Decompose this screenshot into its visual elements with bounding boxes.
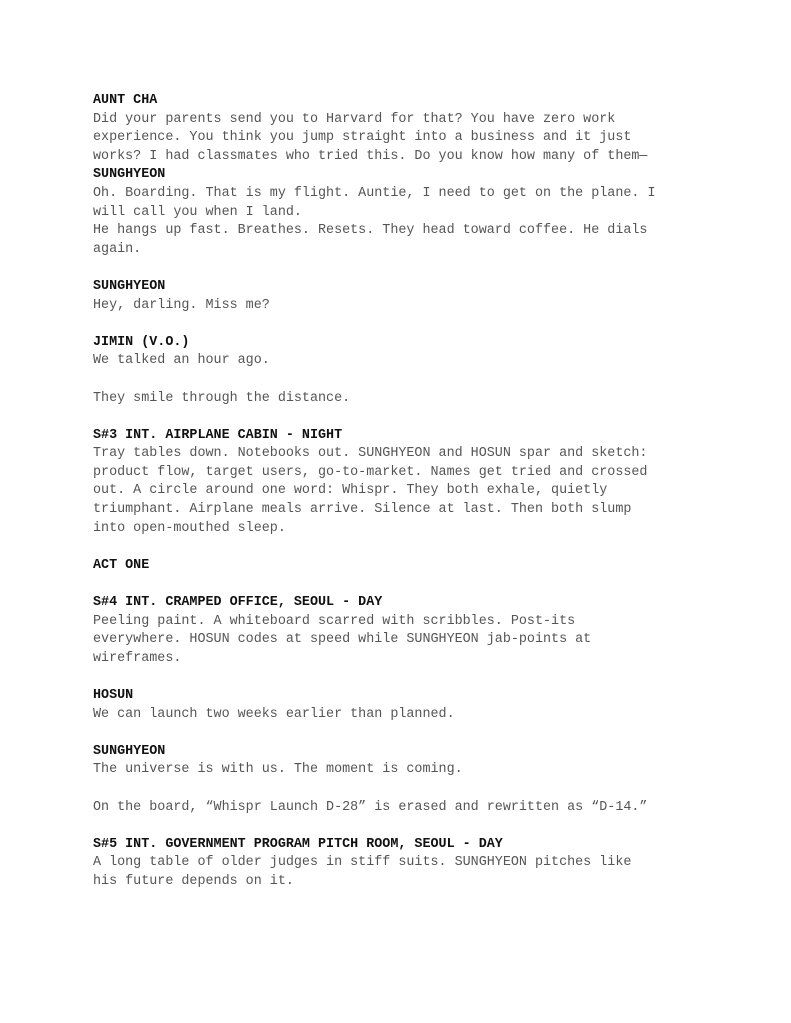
- action-text: [93, 854, 733, 891]
- blank-line: [93, 575, 733, 594]
- scene-heading-line: S#4 INT. CRAMPED OFFICE, SEOUL - DAY: [93, 595, 383, 611]
- blank-line: [93, 668, 733, 687]
- action-text-line: Tray tables down. Notebooks out. SUNGHYEON and HOSUN spar and sketch:: [93, 446, 648, 462]
- blank-line: [93, 259, 733, 278]
- character-cue-line: SUNGHYEON: [93, 278, 166, 294]
- action-text-line: out. A circle around one word: Whispr. They both exhale, quietly: [93, 483, 608, 499]
- action-text-line: product flow, target users, go-to-market. Names get tried and crossed: [93, 464, 648, 480]
- character-cue-line: AUNT CHA: [93, 93, 158, 108]
- dialogue-text-line: works? I had classmates who tried this. Do you know how many of them—: [93, 148, 648, 164]
- dialogue-text: [93, 185, 733, 222]
- action-text-line: Peeling paint. A whiteboard scarred with scribbles. Post-its: [93, 613, 576, 629]
- character-cue-line: SUNGHYEON: [93, 743, 166, 759]
- dialogue-text-line: Oh. Boarding. That is my flight. Auntie, I need to get on the plane. I: [93, 185, 656, 201]
- blank-line: [93, 538, 733, 557]
- scene-heading: [93, 836, 733, 855]
- scene-heading: [93, 427, 733, 446]
- act-heading-line: ACT ONE: [93, 557, 150, 573]
- dialogue-text-line: Did your parents send you to Harvard for that? You have zero work: [93, 111, 616, 127]
- character-cue: [93, 278, 733, 297]
- action-text: [93, 390, 733, 409]
- action-text: [93, 222, 733, 259]
- character-cue: [93, 334, 733, 353]
- character-cue-line: JIMIN (V.O.): [93, 334, 190, 350]
- dialogue-text: [93, 297, 733, 316]
- character-cue-line: HOSUN: [93, 688, 134, 703]
- character-cue: [93, 687, 733, 706]
- character-cue: [93, 743, 733, 762]
- screenplay-body: [93, 92, 733, 892]
- blank-line: [93, 371, 733, 390]
- blank-line: [93, 408, 733, 427]
- action-text-line: wireframes.: [93, 650, 182, 666]
- action-text-line: On the board, “Whispr Launch D-28” is erased and rewritten as “D-14.”: [93, 799, 648, 815]
- blank-line: [93, 315, 733, 334]
- action-text-line: again.: [93, 241, 142, 257]
- scene-heading: [93, 594, 733, 613]
- dialogue-text-line: The universe is with us. The moment is coming.: [93, 762, 463, 778]
- blank-line: [93, 724, 733, 743]
- action-text: [93, 445, 733, 538]
- dialogue-text: [93, 352, 733, 371]
- dialogue-text-line: We can launch two weeks earlier than planned.: [93, 706, 455, 722]
- dialogue-text: [93, 761, 733, 780]
- action-text-line: A long table of older judges in stiff suits. SUNGHYEON pitches like: [93, 855, 632, 871]
- scene-heading-line: S#5 INT. GOVERNMENT PROGRAM PITCH ROOM, SEOUL - DAY: [93, 836, 503, 852]
- action-text-line: his future depends on it.: [93, 873, 294, 889]
- dialogue-text-line: Hey, darling. Miss me?: [93, 297, 270, 313]
- action-text-line: They smile through the distance.: [93, 390, 351, 406]
- dialogue-text: [93, 111, 733, 167]
- dialogue-text: [93, 706, 733, 725]
- action-text: [93, 799, 733, 818]
- action-text: [93, 613, 733, 669]
- dialogue-text-line: We talked an hour ago.: [93, 353, 270, 369]
- action-text-line: He hangs up fast. Breathes. Resets. They head toward coffee. He dials: [93, 223, 648, 239]
- dialogue-text-line: experience. You think you jump straight into a business and it just: [93, 130, 632, 146]
- character-cue: [93, 92, 733, 111]
- character-cue-line: SUNGHYEON: [93, 167, 166, 183]
- action-text-line: into open-mouthed sleep.: [93, 520, 286, 536]
- dialogue-text-line: will call you when I land.: [93, 204, 302, 220]
- blank-line: [93, 780, 733, 799]
- action-text-line: triumphant. Airplane meals arrive. Silence at last. Then both slump: [93, 502, 632, 518]
- act-heading: [93, 557, 733, 576]
- blank-line: [93, 817, 733, 836]
- action-text-line: everywhere. HOSUN codes at speed while SUNGHYEON jab-points at: [93, 632, 592, 648]
- character-cue: [93, 166, 733, 185]
- scene-heading-line: S#3 INT. AIRPLANE CABIN - NIGHT: [93, 427, 343, 443]
